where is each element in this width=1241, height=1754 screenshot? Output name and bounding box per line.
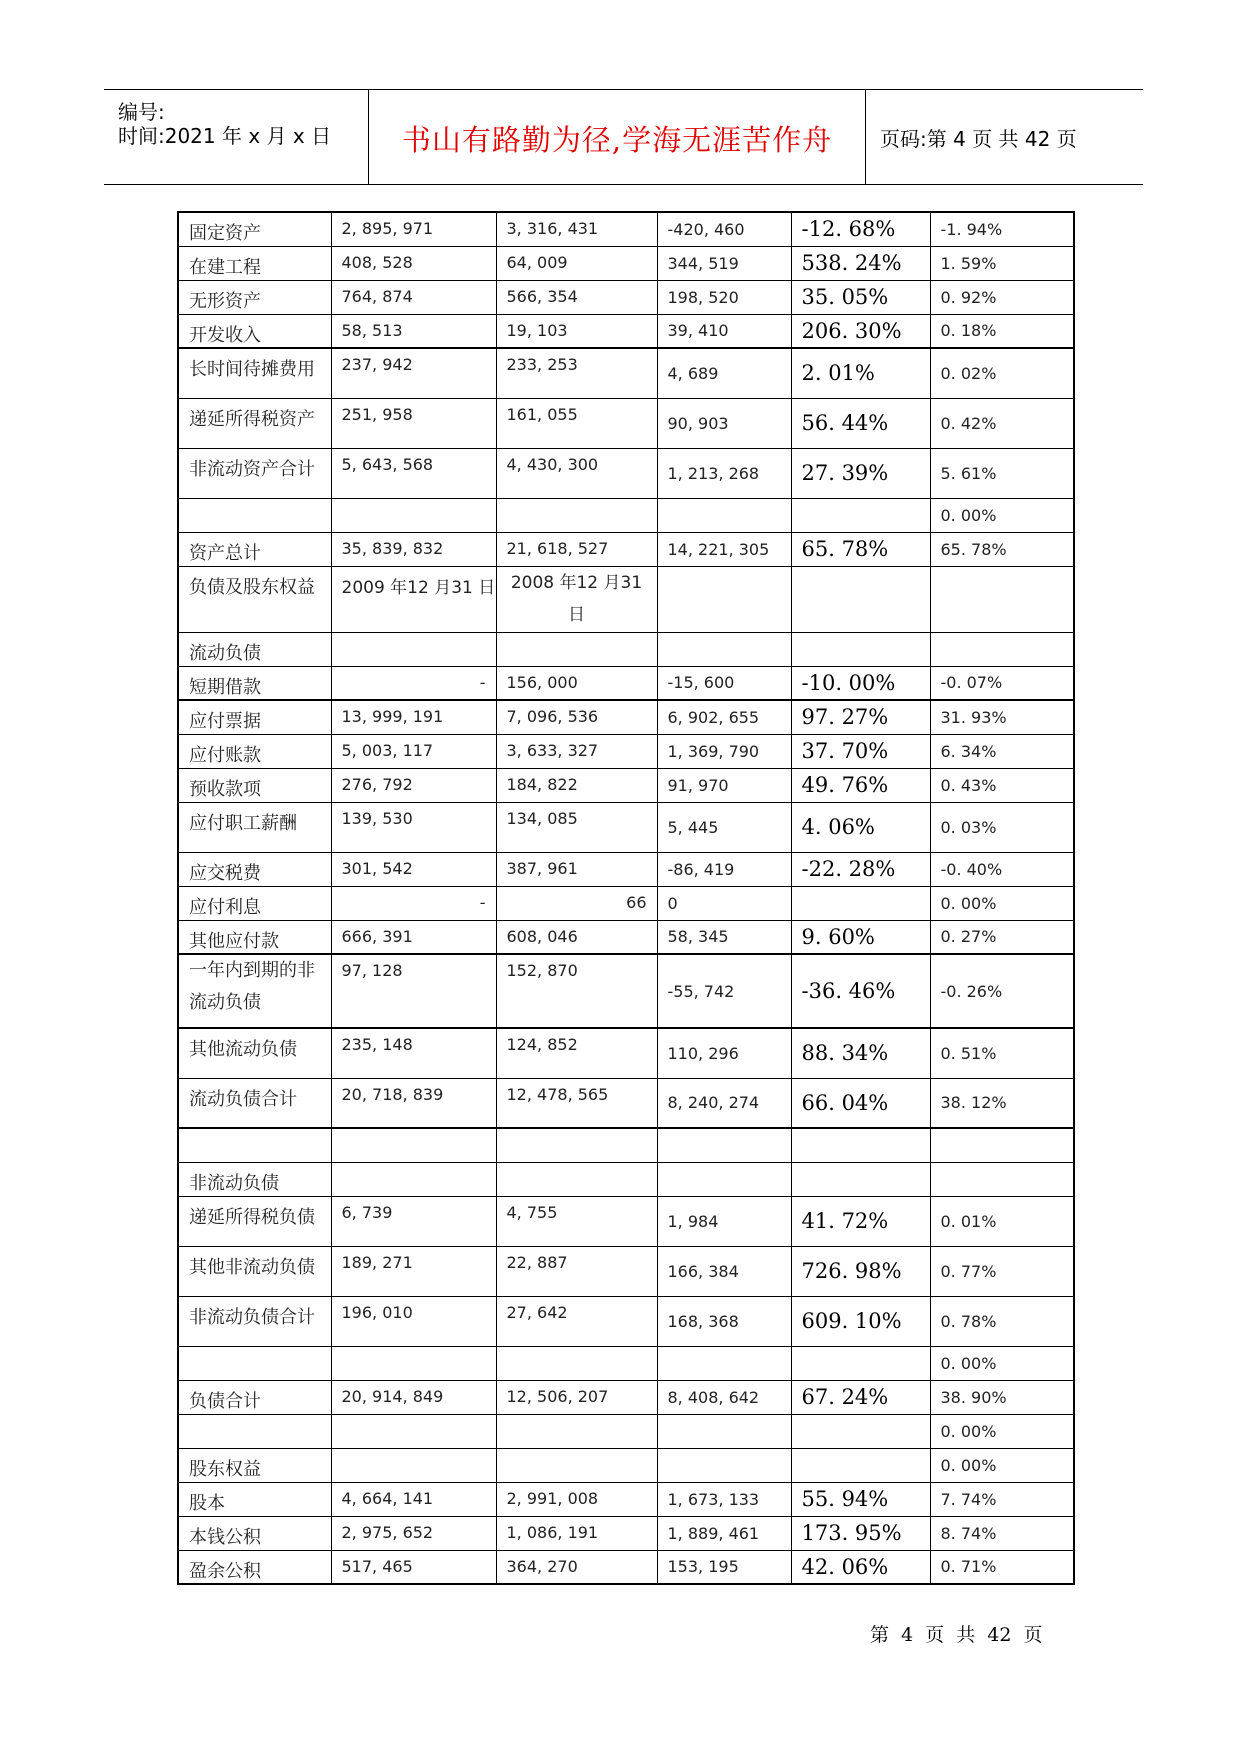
change-percent-cell: 27. 39% xyxy=(791,448,930,498)
value-2009-cell xyxy=(331,1346,496,1380)
change-amount-cell: 198, 520 xyxy=(657,280,791,314)
change-amount-cell xyxy=(657,1414,791,1448)
row-label-cell: 流动负债 xyxy=(178,632,331,666)
change-percent-cell: 206. 30% xyxy=(791,314,930,348)
share-percent-cell: -1. 94% xyxy=(930,212,1074,246)
header-page-cell xyxy=(866,90,1143,184)
value-2008-cell: 4, 755 xyxy=(496,1196,657,1246)
value-2008-cell xyxy=(496,1448,657,1482)
share-percent-cell: 0. 51% xyxy=(930,1028,1074,1078)
share-percent-cell xyxy=(930,1128,1074,1162)
header-page-number: 页码:第 4 页 共 42 页 xyxy=(880,127,1077,151)
page-footer: 第 4 页 共 42 页 xyxy=(870,1624,1043,1646)
change-percent-cell: 9. 60% xyxy=(791,920,930,954)
table-row xyxy=(178,852,1074,886)
row-label-cell: 流动负债合计 xyxy=(178,1078,331,1128)
row-label-cell: 非流动资产合计 xyxy=(178,448,331,498)
change-percent-cell: 65. 78% xyxy=(791,532,930,566)
value-2009-cell: 4, 664, 141 xyxy=(331,1482,496,1516)
value-2009-cell: 237, 942 xyxy=(331,348,496,398)
value-2008-cell: 66 xyxy=(496,886,657,920)
table-row xyxy=(178,1078,1074,1128)
change-amount-cell: 8, 408, 642 xyxy=(657,1380,791,1414)
change-percent-cell xyxy=(791,1162,930,1196)
change-amount-cell xyxy=(657,1162,791,1196)
value-2009-cell xyxy=(331,1128,496,1162)
share-percent-cell: 0. 00% xyxy=(930,1414,1074,1448)
value-2008-cell: 566, 354 xyxy=(496,280,657,314)
row-label-cell: 应付职工薪酬 xyxy=(178,802,331,852)
row-label-cell: 股本 xyxy=(178,1482,331,1516)
value-2008-cell: 3, 316, 431 xyxy=(496,212,657,246)
table-row xyxy=(178,448,1074,498)
change-amount-cell: 6, 902, 655 xyxy=(657,700,791,734)
share-percent-cell: 0. 77% xyxy=(930,1246,1074,1296)
value-2009-cell: - xyxy=(331,666,496,700)
table-row xyxy=(178,1162,1074,1196)
value-2009-cell xyxy=(331,1414,496,1448)
value-2009-cell xyxy=(331,498,496,532)
value-2009-cell xyxy=(331,632,496,666)
value-2009-cell: 20, 914, 849 xyxy=(331,1380,496,1414)
change-amount-cell: 344, 519 xyxy=(657,246,791,280)
change-amount-cell: 1, 369, 790 xyxy=(657,734,791,768)
value-2008-cell: 156, 000 xyxy=(496,666,657,700)
row-label-cell: 应交税费 xyxy=(178,852,331,886)
change-percent-cell: 88. 34% xyxy=(791,1028,930,1078)
table-row xyxy=(178,700,1074,734)
value-2009-cell: 5, 003, 117 xyxy=(331,734,496,768)
row-label-cell xyxy=(178,1128,331,1162)
value-2009-cell: 139, 530 xyxy=(331,802,496,852)
row-label-cell: 非流动负债合计 xyxy=(178,1296,331,1346)
change-amount-cell: 14, 221, 305 xyxy=(657,532,791,566)
value-2008-cell: 3, 633, 327 xyxy=(496,734,657,768)
value-2008-cell: 1, 086, 191 xyxy=(496,1516,657,1550)
change-amount-cell: -55, 742 xyxy=(657,954,791,1028)
table-row xyxy=(178,632,1074,666)
value-2008-cell xyxy=(496,498,657,532)
change-percent-cell: 35. 05% xyxy=(791,280,930,314)
value-2008-cell: 27, 642 xyxy=(496,1296,657,1346)
change-percent-cell: 4. 06% xyxy=(791,802,930,852)
change-amount-cell: -420, 460 xyxy=(657,212,791,246)
table-row xyxy=(178,1448,1074,1482)
value-2009-cell: 58, 513 xyxy=(331,314,496,348)
change-percent-cell: 538. 24% xyxy=(791,246,930,280)
change-amount-cell: 1, 984 xyxy=(657,1196,791,1246)
change-percent-cell xyxy=(791,566,930,632)
change-amount-cell: 1, 673, 133 xyxy=(657,1482,791,1516)
table-row xyxy=(178,954,1074,1028)
share-percent-cell: 8. 74% xyxy=(930,1516,1074,1550)
change-amount-cell: 58, 345 xyxy=(657,920,791,954)
change-percent-cell: 726. 98% xyxy=(791,1246,930,1296)
value-2009-cell: 276, 792 xyxy=(331,768,496,802)
change-percent-cell: -10. 00% xyxy=(791,666,930,700)
table-row xyxy=(178,1482,1074,1516)
value-2009-cell: 5, 643, 568 xyxy=(331,448,496,498)
change-amount-cell: 153, 195 xyxy=(657,1550,791,1584)
change-percent-cell: 41. 72% xyxy=(791,1196,930,1246)
value-2008-cell xyxy=(496,632,657,666)
row-label-cell: 负债合计 xyxy=(178,1380,331,1414)
row-label-cell: 非流动负债 xyxy=(178,1162,331,1196)
value-2009-cell: 13, 999, 191 xyxy=(331,700,496,734)
row-label-cell: 其他非流动负债 xyxy=(178,1246,331,1296)
value-2009-cell: - xyxy=(331,886,496,920)
change-percent-cell: 173. 95% xyxy=(791,1516,930,1550)
document-time-label: 时间:2021 年 x 月 x 日 xyxy=(118,124,332,148)
share-percent-cell: 0. 00% xyxy=(930,886,1074,920)
row-label-cell: 开发收入 xyxy=(178,314,331,348)
share-percent-cell: -0. 26% xyxy=(930,954,1074,1028)
change-amount-cell: 8, 240, 274 xyxy=(657,1078,791,1128)
header-motto: 书山有路勤为径,学海无涯苦作舟 xyxy=(401,123,833,157)
table-row xyxy=(178,1128,1074,1162)
table-row xyxy=(178,886,1074,920)
value-2009-cell: 764, 874 xyxy=(331,280,496,314)
share-percent-cell: 0. 92% xyxy=(930,280,1074,314)
change-amount-cell: 5, 445 xyxy=(657,802,791,852)
change-amount-cell xyxy=(657,1128,791,1162)
row-label-cell: 盈余公积 xyxy=(178,1550,331,1584)
value-2009-cell: 97, 128 xyxy=(331,954,496,1028)
change-percent-cell: 37. 70% xyxy=(791,734,930,768)
change-percent-cell xyxy=(791,886,930,920)
change-amount-cell: 1, 889, 461 xyxy=(657,1516,791,1550)
change-percent-cell: 42. 06% xyxy=(791,1550,930,1584)
row-label-cell: 固定资产 xyxy=(178,212,331,246)
share-percent-cell: 0. 02% xyxy=(930,348,1074,398)
row-label-cell: 其他应付款 xyxy=(178,920,331,954)
row-label-cell: 递延所得税资产 xyxy=(178,398,331,448)
change-amount-cell: 90, 903 xyxy=(657,398,791,448)
value-2009-cell: 6, 739 xyxy=(331,1196,496,1246)
share-percent-cell: 6. 34% xyxy=(930,734,1074,768)
share-percent-cell: 38. 12% xyxy=(930,1078,1074,1128)
header-motto-cell xyxy=(369,90,866,184)
table-row xyxy=(178,1028,1074,1078)
value-2008-cell: 387, 961 xyxy=(496,852,657,886)
value-2009-cell: 35, 839, 832 xyxy=(331,532,496,566)
share-percent-cell: 0. 00% xyxy=(930,1346,1074,1380)
row-label-cell xyxy=(178,498,331,532)
row-label-cell: 长时间待摊费用 xyxy=(178,348,331,398)
share-percent-cell: 38. 90% xyxy=(930,1380,1074,1414)
value-2009-cell: 251, 958 xyxy=(331,398,496,448)
value-2008-cell: 124, 852 xyxy=(496,1028,657,1078)
share-percent-cell xyxy=(930,566,1074,632)
share-percent-cell: 1. 59% xyxy=(930,246,1074,280)
value-2009-cell: 666, 391 xyxy=(331,920,496,954)
page-header xyxy=(104,89,1143,185)
row-label-cell: 资产总计 xyxy=(178,532,331,566)
share-percent-cell: 7. 74% xyxy=(930,1482,1074,1516)
change-percent-cell: -12. 68% xyxy=(791,212,930,246)
value-2008-cell: 21, 618, 527 xyxy=(496,532,657,566)
change-percent-cell: 97. 27% xyxy=(791,700,930,734)
row-label-cell: 无形资产 xyxy=(178,280,331,314)
row-label-cell: 递延所得税负债 xyxy=(178,1196,331,1246)
change-amount-cell: 166, 384 xyxy=(657,1246,791,1296)
value-2009-cell: 2009 年12 月31 日 xyxy=(331,566,496,632)
value-2008-cell: 134, 085 xyxy=(496,802,657,852)
change-percent-cell: 2. 01% xyxy=(791,348,930,398)
change-amount-cell: 0 xyxy=(657,886,791,920)
value-2009-cell: 2, 975, 652 xyxy=(331,1516,496,1550)
table-row xyxy=(178,1346,1074,1380)
row-label-cell xyxy=(178,1414,331,1448)
change-amount-cell: 4, 689 xyxy=(657,348,791,398)
change-amount-cell: -86, 419 xyxy=(657,852,791,886)
share-percent-cell: 0. 71% xyxy=(930,1550,1074,1584)
value-2008-cell: 19, 103 xyxy=(496,314,657,348)
document-number-label: 编号: xyxy=(118,100,165,124)
change-percent-cell: 55. 94% xyxy=(791,1482,930,1516)
row-label-cell: 在建工程 xyxy=(178,246,331,280)
table-row xyxy=(178,212,1074,246)
change-percent-cell xyxy=(791,1414,930,1448)
row-label-cell: 一年内到期的非流动负债 xyxy=(178,954,331,1028)
change-percent-cell xyxy=(791,1346,930,1380)
table-row xyxy=(178,768,1074,802)
table-row xyxy=(178,280,1074,314)
table-row xyxy=(178,1196,1074,1246)
row-label-cell: 短期借款 xyxy=(178,666,331,700)
value-2009-cell: 189, 271 xyxy=(331,1246,496,1296)
row-label-cell: 应付账款 xyxy=(178,734,331,768)
value-2009-cell: 408, 528 xyxy=(331,246,496,280)
value-2008-cell: 4, 430, 300 xyxy=(496,448,657,498)
value-2009-cell: 2, 895, 971 xyxy=(331,212,496,246)
header-meta xyxy=(104,90,369,184)
value-2008-cell: 161, 055 xyxy=(496,398,657,448)
table-row xyxy=(178,1414,1074,1448)
table-row xyxy=(178,666,1074,700)
value-2009-cell: 196, 010 xyxy=(331,1296,496,1346)
change-amount-cell xyxy=(657,1346,791,1380)
table-row xyxy=(178,246,1074,280)
change-amount-cell xyxy=(657,1448,791,1482)
change-amount-cell: 168, 368 xyxy=(657,1296,791,1346)
change-percent-cell xyxy=(791,1448,930,1482)
change-amount-cell xyxy=(657,498,791,532)
table-row xyxy=(178,1296,1074,1346)
share-percent-cell xyxy=(930,1162,1074,1196)
change-amount-cell: 39, 410 xyxy=(657,314,791,348)
value-2008-cell: 2, 991, 008 xyxy=(496,1482,657,1516)
change-percent-cell: 67. 24% xyxy=(791,1380,930,1414)
share-percent-cell: 0. 27% xyxy=(930,920,1074,954)
row-label-cell: 其他流动负债 xyxy=(178,1028,331,1078)
change-amount-cell xyxy=(657,566,791,632)
share-percent-cell: 0. 00% xyxy=(930,1448,1074,1482)
table-row xyxy=(178,802,1074,852)
balance-sheet-body xyxy=(178,212,1074,1584)
table-row xyxy=(178,348,1074,398)
change-percent-cell: 66. 04% xyxy=(791,1078,930,1128)
value-2008-cell: 184, 822 xyxy=(496,768,657,802)
change-percent-cell xyxy=(791,632,930,666)
change-percent-cell: -36. 46% xyxy=(791,954,930,1028)
row-label-cell: 负债及股东权益 xyxy=(178,566,331,632)
share-percent-cell: 65. 78% xyxy=(930,532,1074,566)
value-2008-cell: 12, 478, 565 xyxy=(496,1078,657,1128)
share-percent-cell: -0. 07% xyxy=(930,666,1074,700)
change-amount-cell xyxy=(657,632,791,666)
change-percent-cell: 49. 76% xyxy=(791,768,930,802)
value-2008-cell: 2008 年12 月31 日 xyxy=(496,566,657,632)
change-amount-cell: -15, 600 xyxy=(657,666,791,700)
share-percent-cell: -0. 40% xyxy=(930,852,1074,886)
value-2008-cell xyxy=(496,1414,657,1448)
value-2008-cell: 233, 253 xyxy=(496,348,657,398)
row-label-cell: 本钱公积 xyxy=(178,1516,331,1550)
change-amount-cell: 110, 296 xyxy=(657,1028,791,1078)
table-row xyxy=(178,1380,1074,1414)
value-2008-cell: 22, 887 xyxy=(496,1246,657,1296)
change-percent-cell xyxy=(791,498,930,532)
table-row xyxy=(178,314,1074,348)
table-row xyxy=(178,566,1074,632)
value-2009-cell: 517, 465 xyxy=(331,1550,496,1584)
table-row xyxy=(178,1516,1074,1550)
value-2008-cell: 7, 096, 536 xyxy=(496,700,657,734)
share-percent-cell xyxy=(930,632,1074,666)
value-2009-cell: 20, 718, 839 xyxy=(331,1078,496,1128)
value-2008-cell: 608, 046 xyxy=(496,920,657,954)
share-percent-cell: 0. 78% xyxy=(930,1296,1074,1346)
value-2008-cell: 364, 270 xyxy=(496,1550,657,1584)
value-2008-cell: 64, 009 xyxy=(496,246,657,280)
value-2008-cell: 152, 870 xyxy=(496,954,657,1028)
table-row xyxy=(178,398,1074,448)
row-label-cell: 股东权益 xyxy=(178,1448,331,1482)
change-percent-cell: -22. 28% xyxy=(791,852,930,886)
share-percent-cell: 0. 00% xyxy=(930,498,1074,532)
value-2009-cell: 301, 542 xyxy=(331,852,496,886)
change-percent-cell: 609. 10% xyxy=(791,1296,930,1346)
value-2009-cell: 235, 148 xyxy=(331,1028,496,1078)
change-percent-cell xyxy=(791,1128,930,1162)
share-percent-cell: 0. 43% xyxy=(930,768,1074,802)
value-2008-cell xyxy=(496,1128,657,1162)
value-2008-cell: 12, 506, 207 xyxy=(496,1380,657,1414)
share-percent-cell: 0. 42% xyxy=(930,398,1074,448)
table-row xyxy=(178,1246,1074,1296)
row-label-cell: 应付利息 xyxy=(178,886,331,920)
share-percent-cell: 0. 03% xyxy=(930,802,1074,852)
value-2009-cell xyxy=(331,1448,496,1482)
share-percent-cell: 0. 18% xyxy=(930,314,1074,348)
value-2008-cell xyxy=(496,1346,657,1380)
row-label-cell xyxy=(178,1346,331,1380)
balance-sheet-table xyxy=(177,211,1075,1585)
value-2008-cell xyxy=(496,1162,657,1196)
table-row xyxy=(178,734,1074,768)
change-amount-cell: 91, 970 xyxy=(657,768,791,802)
row-label-cell: 预收款项 xyxy=(178,768,331,802)
table-row xyxy=(178,1550,1074,1584)
change-amount-cell: 1, 213, 268 xyxy=(657,448,791,498)
change-percent-cell: 56. 44% xyxy=(791,398,930,448)
value-2009-cell xyxy=(331,1162,496,1196)
row-label-cell: 应付票据 xyxy=(178,700,331,734)
share-percent-cell: 5. 61% xyxy=(930,448,1074,498)
table-row xyxy=(178,920,1074,954)
table-row xyxy=(178,498,1074,532)
share-percent-cell: 0. 01% xyxy=(930,1196,1074,1246)
share-percent-cell: 31. 93% xyxy=(930,700,1074,734)
table-row xyxy=(178,532,1074,566)
